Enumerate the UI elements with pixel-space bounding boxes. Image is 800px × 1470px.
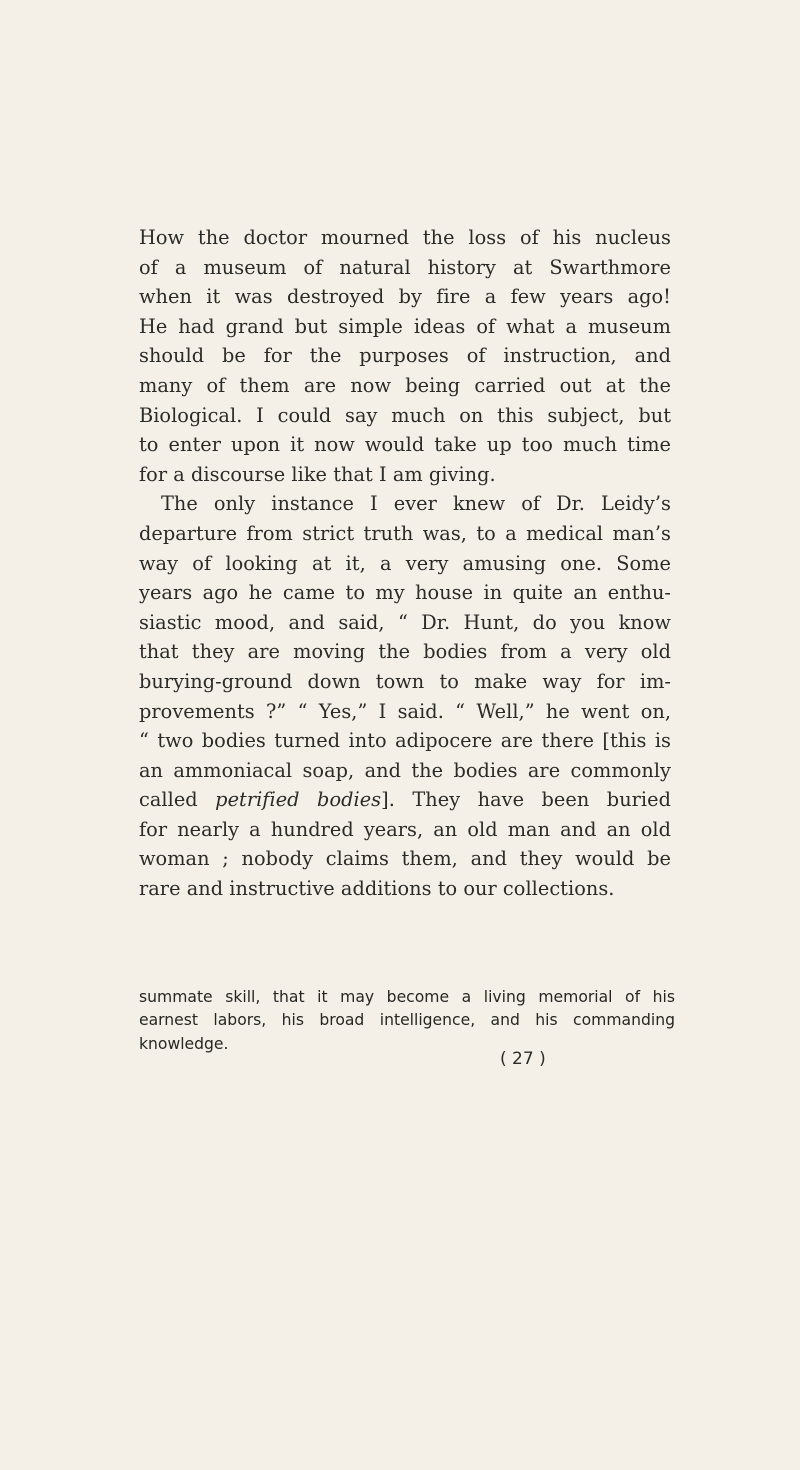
body-line: to enter upon it now would take up too much time (139, 433, 671, 457)
body-line: that they are moving the bodies from a very old (139, 640, 671, 664)
body-line: Biological. I could say much on this subject, but (139, 403, 671, 427)
body-line-start: called (139, 788, 216, 812)
footer-line: summate skill, that it may become a living memorial of his (139, 988, 675, 1006)
italic-phrase: petrified bodies (215, 788, 382, 812)
body-text (139, 223, 671, 904)
body-line: woman ; nobody claims them, and they would be (139, 847, 671, 871)
body-line: burying-ground down town to make way for im- (139, 669, 671, 693)
body-line: way of looking at it, a very amusing one. Some (139, 551, 671, 575)
body-line: for a discourse like that I am giving. (139, 462, 496, 486)
body-line: The only instance I ever knew of Dr. Leidy’s (161, 492, 671, 516)
body-line-with-italic (139, 785, 671, 815)
body-line: when it was destroyed by fire a few years ago! (139, 285, 671, 309)
body-line-end: ]. They have been buried (381, 788, 671, 812)
body-line: an ammoniacal soap, and the bodies are commonly (139, 758, 671, 782)
body-line: How the doctor mourned the loss of his nucleus (139, 226, 671, 249)
body-line: departure from strict truth was, to a medical man’s (139, 521, 671, 545)
body-line: provements ?” “ Yes,” I said. “ Well,” he went on, (139, 699, 671, 723)
footer-line: earnest labors, his broad intelligence, and his commanding (139, 1011, 675, 1030)
body-line: rare and instructive additions to our collections. (139, 877, 615, 901)
body-line: siastic mood, and said, “ Dr. Hunt, do you know (139, 610, 671, 634)
body-line: for nearly a hundred years, an old man and an old (139, 817, 671, 841)
body-line: many of them are now being carried out at the (139, 373, 671, 397)
body-line: years ago he came to my house in quite an enthu- (139, 581, 671, 605)
page-number: ( 27 ) (500, 1049, 546, 1069)
footer-line: knowledge. (139, 1034, 229, 1053)
body-line: He had grand but simple ideas of what a museum (139, 314, 671, 338)
body-line: “ two bodies turned into adipocere are there [this is (139, 729, 671, 753)
body-line: of a museum of natural history at Swarthmore (139, 255, 671, 279)
body-line: should be for the purposes of instruction, and (139, 344, 671, 368)
footer-text (139, 986, 675, 1056)
